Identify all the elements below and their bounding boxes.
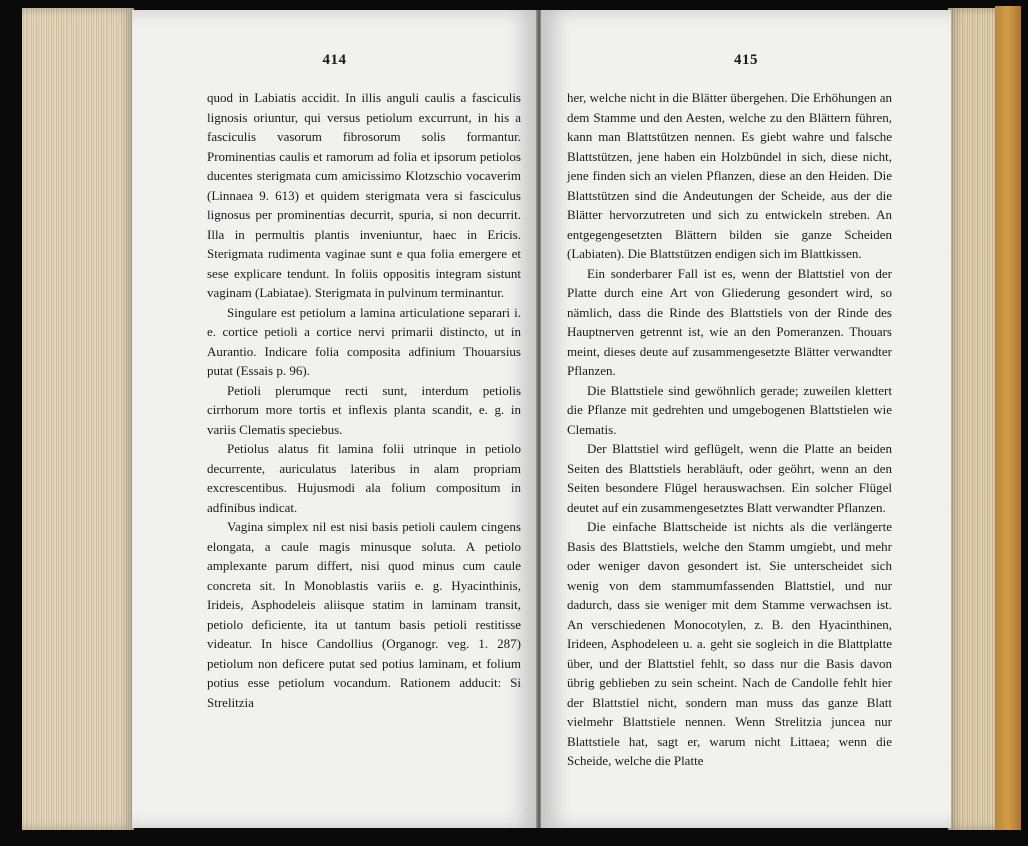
- page-number-right: 415: [734, 52, 758, 68]
- page-number-left: 414: [322, 52, 347, 68]
- paragraph: Die einfache Blattscheide ist nichts als die verlängerte Basis des Blattstiels, welche den Stamm umgiebt, und mehr oder weniger davon gesondert ist. Sie unterscheidet sich wenig von dem stammumfassenden Blattstiel, und nur dadurch, dass sie weniger mit dem Stamme verwachsen ist. An verschiedenen Monocotylen, z. B. den Hyacinthinen, Irideen, Asphodeleen u. a. geht sie sogleich in die Blattplatte über, und der Blattstiel fehlt, so dass nur die Basis davon übrig geblieben zu sein scheint. Nach de Candolle fehlt hier der Blattstiel nicht, sondern man muss das ganze Blatt vielmehr Blattstiele nennen. Wenn Strelitzia juncea nur Blattstiele hat, sagt er, warum nicht Littaea; wenn die Scheide, welche die Platte: [567, 519, 892, 768]
- right-page: [541, 10, 951, 828]
- page-edges-left: [22, 8, 134, 830]
- paragraph: Petiolus alatus fit lamina folii utrinque in petiolo decurrente, auriculatus lateribus in alam propriam excrescentibus. Hujusmodi ala folium compositum in adfinibus indicat.: [207, 441, 521, 515]
- paragraph: Ein sonderbarer Fall ist es, wenn der Blattstiel von der Platte durch eine Art von Gliederung gesondert wird, so nämlich, dass die Rinde des Blattstiels von der Rinde des Hauptnerven getrennt ist, wie an den Pomeranzen. Thouars meint, dieses deute auf zusammengesetzte Blätter verwandter Pflanzen.: [567, 265, 892, 378]
- paragraph: quod in Labiatis accidit. In illis anguli caulis a fasciculis lignosis oriuntur, qui versus petiolum excurrunt, in his a fasciculis vasorum fibrosorum solis formantur. Prominentias caulis et ramorum ad folia et ipsorum petiolos ducentes sterigmata cum amicissimo Klotzschio vocaverim (Linnaea 9. 613) et quidem sterigmata vera si fasciculus lignosus per prominentias decurrit, spuria, si non decurrit. Illa in permultis plantis inveniuntur, haec in Ericis. Sterigmata rudimenta vaginae sunt e qua folia emergere et sese explicare tendunt. In foliis oppositis integram sistunt vaginam (Labiatae). Sterigmata in pulvinum terminantur.: [207, 90, 521, 300]
- paragraph: her, welche nicht in die Blätter übergehen. Die Erhöhungen an dem Stamme und den Aesten, welche zu den Blättern führen, kann man Blattstützen nennen. Es giebt wahre und falsche Blattstützen, jene haben ein Holzbündel in sich, diese nicht, jene finden sich an vielen Pflanzen, diese an den Heiden. Die Blattstützen sind die Andeutungen der Scheide, aus der die Blätter hervorzutreten und sich zu entwickeln streben. An entgegengesetzten Blättern bilden sie ganze Scheiden (Labiaten). Die Blattstützen endigen sich im Blattkissen.: [567, 90, 892, 261]
- right-page-text: [567, 88, 892, 771]
- left-page-text: [207, 88, 521, 712]
- paragraph: Vagina simplex nil est nisi basis petioli caulem cingens elongata, a caule magis minusque soluta. A petiolo amplexante parum differt, nisi quod minus cum caule concreta sit. In Monoblastis variis e. g. Hyacinthinis, Irideis, Asphodeleis aliisque statim in laminam transit, petiolo deficiente, ita ut tantum basis petioli restitisse videatur. In hisce Candollius (Organogr. veg. 1. 287) petiolum non deficere putat sed potius laminam, et folium potius esse petiolum vocandum. Rationem adducit: Si Strelitzia: [207, 519, 521, 710]
- paragraph: Petioli plerumque recti sunt, interdum petiolis cirrhorum more tortis et inflexis planta scandit, e. g. in variis Clematis speciebus.: [207, 382, 521, 437]
- paragraph: Der Blattstiel wird geflügelt, wenn die Platte an beiden Seiten des Blattstiels herabläuft, oder geöhrt, wenn an den Seiten besondere Flügel herauswachsen. Ein solcher Flügel deutet auf ein zusammengesetztes Blatt verwandter Pflanzen.: [567, 441, 892, 515]
- left-page: [132, 10, 537, 828]
- paragraph: Die Blattstiele sind gewöhnlich gerade; zuweilen klettert die Pflanze mit gedrehten und umgebogenen Blattstielen wie Clematis.: [567, 382, 892, 437]
- paragraph: Singulare est petiolum a lamina articulatione separari i. e. cortice petioli a cortice nervi primarii distincto, ut in Aurantio. Indicare folia composita adfinium Thouarsius putat (Essais p. 96).: [207, 304, 521, 378]
- book-cover-edge: [995, 6, 1021, 830]
